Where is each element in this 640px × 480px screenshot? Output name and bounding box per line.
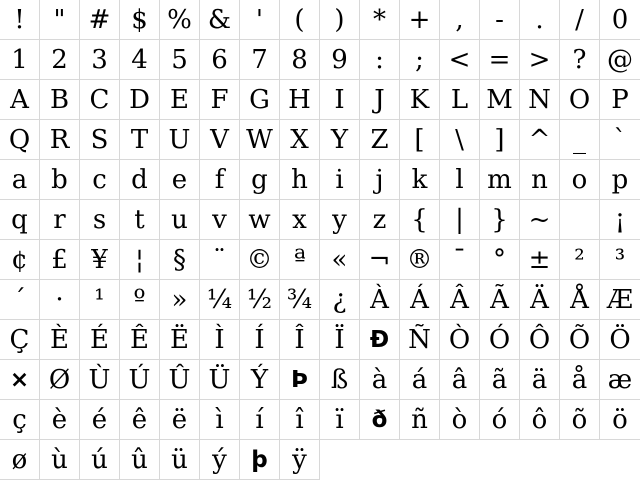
- glyph-cell[interactable]: ¼: [200, 280, 240, 320]
- glyph-cell[interactable]: ø: [0, 440, 40, 480]
- glyph-cell[interactable]: _: [560, 120, 600, 160]
- glyph-cell[interactable]: %: [160, 0, 200, 40]
- glyph-cell[interactable]: Q: [0, 120, 40, 160]
- glyph-cell[interactable]: h: [280, 160, 320, 200]
- glyph-cell[interactable]: ç: [0, 400, 40, 440]
- glyph-cell[interactable]: Ú: [120, 360, 160, 400]
- glyph-cell[interactable]: b: [40, 160, 80, 200]
- charmap-row: [0, 240, 640, 280]
- glyph-cell[interactable]: K: [400, 80, 440, 120]
- glyph-cell[interactable]: Ë: [160, 320, 200, 360]
- charmap-row: [0, 120, 640, 160]
- glyph-cell[interactable]: ×: [0, 360, 40, 400]
- charmap-row: [0, 160, 640, 200]
- glyph-cell[interactable]: å: [560, 360, 600, 400]
- glyph-cell[interactable]: C: [80, 80, 120, 120]
- glyph-cell[interactable]: *: [360, 0, 400, 40]
- glyph-cell[interactable]: ²: [560, 240, 600, 280]
- glyph-cell[interactable]: y: [320, 200, 360, 240]
- glyph-cell[interactable]: é: [80, 400, 120, 440]
- glyph-cell[interactable]: 6: [200, 40, 240, 80]
- glyph-cell[interactable]: T: [120, 120, 160, 160]
- glyph-cell[interactable]: È: [40, 320, 80, 360]
- glyph-cell[interactable]: õ: [560, 400, 600, 440]
- glyph-cell[interactable]: .: [520, 0, 560, 40]
- glyph-cell[interactable]: Æ: [600, 280, 640, 320]
- glyph-cell[interactable]: ": [40, 0, 80, 40]
- glyph-cell[interactable]: !: [0, 0, 40, 40]
- glyph-cell[interactable]: A: [0, 80, 40, 120]
- glyph-cell[interactable]: £: [40, 240, 80, 280]
- glyph-cell[interactable]: ü: [160, 440, 200, 480]
- glyph-cell[interactable]: (: [280, 0, 320, 40]
- glyph-cell[interactable]: s: [80, 200, 120, 240]
- glyph-cell[interactable]: f: [200, 160, 240, 200]
- glyph-cell[interactable]: Ô: [520, 320, 560, 360]
- glyph-cell[interactable]: q: [0, 200, 40, 240]
- glyph-cell[interactable]: Ê: [120, 320, 160, 360]
- glyph-cell[interactable]: è: [40, 400, 80, 440]
- glyph-cell[interactable]: M: [480, 80, 520, 120]
- glyph-cell[interactable]: 5: [160, 40, 200, 80]
- glyph-cell[interactable]: ±: [520, 240, 560, 280]
- glyph-cell[interactable]: à: [360, 360, 400, 400]
- glyph-cell[interactable]: 0: [600, 0, 640, 40]
- empty-area: [360, 440, 400, 480]
- glyph-cell[interactable]: ù: [40, 440, 80, 480]
- glyph-cell-blank[interactable]: [560, 200, 600, 240]
- glyph-cell[interactable]: U: [160, 120, 200, 160]
- glyph-cell[interactable]: Õ: [560, 320, 600, 360]
- glyph-cell[interactable]: \: [440, 120, 480, 160]
- charmap-row: [0, 360, 640, 400]
- charmap-row: [0, 280, 640, 320]
- glyph-cell[interactable]: N: [520, 80, 560, 120]
- glyph-cell[interactable]: ¾: [280, 280, 320, 320]
- glyph-cell[interactable]: r: [40, 200, 80, 240]
- glyph-cell[interactable]: u: [160, 200, 200, 240]
- glyph-cell[interactable]: 9: [320, 40, 360, 80]
- glyph-cell[interactable]: >: [520, 40, 560, 80]
- glyph-cell[interactable]: ½: [240, 280, 280, 320]
- glyph-cell[interactable]: x: [280, 200, 320, 240]
- glyph-cell[interactable]: X: [280, 120, 320, 160]
- glyph-cell[interactable]: Ø: [40, 360, 80, 400]
- glyph-cell[interactable]: B: [40, 80, 80, 120]
- glyph-cell[interactable]: ¬: [360, 240, 400, 280]
- glyph-cell[interactable]: ': [240, 0, 280, 40]
- glyph-cell[interactable]: ¯: [440, 240, 480, 280]
- glyph-cell[interactable]: j: [360, 160, 400, 200]
- glyph-cell[interactable]: S: [80, 120, 120, 160]
- glyph-cell[interactable]: k: [400, 160, 440, 200]
- glyph-cell[interactable]: í: [240, 400, 280, 440]
- glyph-cell[interactable]: ð: [360, 400, 400, 440]
- glyph-cell[interactable]: +: [400, 0, 440, 40]
- glyph-cell[interactable]: 8: [280, 40, 320, 80]
- glyph-cell[interactable]: Í: [240, 320, 280, 360]
- glyph-cell[interactable]: p: [600, 160, 640, 200]
- glyph-cell[interactable]: F: [200, 80, 240, 120]
- glyph-cell[interactable]: ä: [520, 360, 560, 400]
- glyph-cell[interactable]: [: [400, 120, 440, 160]
- charmap-row: [0, 80, 640, 120]
- glyph-cell[interactable]: Ý: [240, 360, 280, 400]
- glyph-cell[interactable]: ú: [80, 440, 120, 480]
- glyph-cell[interactable]: ö: [600, 400, 640, 440]
- charmap-row: [0, 320, 640, 360]
- glyph-cell[interactable]: Â: [440, 280, 480, 320]
- glyph-cell[interactable]: É: [80, 320, 120, 360]
- glyph-cell[interactable]: ·: [40, 280, 80, 320]
- glyph-cell[interactable]: Þ: [280, 360, 320, 400]
- glyph-cell[interactable]: Ä: [520, 280, 560, 320]
- glyph-cell[interactable]: 7: [240, 40, 280, 80]
- glyph-cell[interactable]: o: [560, 160, 600, 200]
- glyph-cell[interactable]: º: [120, 280, 160, 320]
- glyph-cell[interactable]: ã: [480, 360, 520, 400]
- glyph-cell[interactable]: t: [120, 200, 160, 240]
- glyph-cell[interactable]: c: [80, 160, 120, 200]
- glyph-cell[interactable]: n: [520, 160, 560, 200]
- glyph-cell[interactable]: À: [360, 280, 400, 320]
- glyph-cell[interactable]: ß: [320, 360, 360, 400]
- glyph-cell[interactable]: ]: [480, 120, 520, 160]
- glyph-cell[interactable]: ¨: [200, 240, 240, 280]
- glyph-cell[interactable]: Ñ: [400, 320, 440, 360]
- glyph-cell[interactable]: {: [400, 200, 440, 240]
- glyph-cell[interactable]: Ì: [200, 320, 240, 360]
- glyph-cell[interactable]: á: [400, 360, 440, 400]
- glyph-cell[interactable]: w: [240, 200, 280, 240]
- glyph-cell[interactable]: a: [0, 160, 40, 200]
- glyph-cell[interactable]: û: [120, 440, 160, 480]
- glyph-cell[interactable]: â: [440, 360, 480, 400]
- glyph-cell[interactable]: ?: [560, 40, 600, 80]
- glyph-cell[interactable]: ¢: [0, 240, 40, 280]
- glyph-cell[interactable]: ¦: [120, 240, 160, 280]
- glyph-cell[interactable]: Z: [360, 120, 400, 160]
- glyph-cell[interactable]: ¿: [320, 280, 360, 320]
- glyph-cell[interactable]: Î: [280, 320, 320, 360]
- glyph-cell[interactable]: Ù: [80, 360, 120, 400]
- glyph-cell[interactable]: ~: [520, 200, 560, 240]
- glyph-cell[interactable]: W: [240, 120, 280, 160]
- glyph-cell[interactable]: ê: [120, 400, 160, 440]
- glyph-cell[interactable]: P: [600, 80, 640, 120]
- empty-area: [440, 440, 480, 480]
- glyph-cell[interactable]: Ð: [360, 320, 400, 360]
- glyph-cell[interactable]: #: [80, 0, 120, 40]
- empty-area: [560, 440, 600, 480]
- glyph-cell[interactable]: v: [200, 200, 240, 240]
- glyph-cell[interactable]: I: [320, 80, 360, 120]
- glyph-cell[interactable]: Y: [320, 120, 360, 160]
- empty-area: [600, 440, 640, 480]
- glyph-cell[interactable]: Ü: [200, 360, 240, 400]
- glyph-cell[interactable]: §: [160, 240, 200, 280]
- glyph-cell[interactable]: ©: [240, 240, 280, 280]
- glyph-cell[interactable]: Á: [400, 280, 440, 320]
- glyph-cell[interactable]: =: [480, 40, 520, 80]
- glyph-cell[interactable]: L: [440, 80, 480, 120]
- glyph-cell[interactable]: $: [120, 0, 160, 40]
- glyph-cell[interactable]: m: [480, 160, 520, 200]
- glyph-cell[interactable]: z: [360, 200, 400, 240]
- glyph-cell[interactable]: ¹: [80, 280, 120, 320]
- empty-area: [320, 440, 360, 480]
- glyph-cell[interactable]: î: [280, 400, 320, 440]
- glyph-cell[interactable]: e: [160, 160, 200, 200]
- glyph-cell[interactable]: °: [480, 240, 520, 280]
- glyph-cell[interactable]: Ò: [440, 320, 480, 360]
- glyph-cell[interactable]: H: [280, 80, 320, 120]
- glyph-cell[interactable]: J: [360, 80, 400, 120]
- glyph-cell[interactable]: 1: [0, 40, 40, 80]
- empty-area: [520, 440, 560, 480]
- glyph-cell[interactable]: 4: [120, 40, 160, 80]
- glyph-cell[interactable]: E: [160, 80, 200, 120]
- glyph-cell[interactable]: G: [240, 80, 280, 120]
- glyph-cell[interactable]: ®: [400, 240, 440, 280]
- glyph-cell[interactable]: ý: [200, 440, 240, 480]
- glyph-cell[interactable]: i: [320, 160, 360, 200]
- glyph-cell[interactable]: :: [360, 40, 400, 80]
- glyph-cell[interactable]: 2: [40, 40, 80, 80]
- glyph-cell[interactable]: g: [240, 160, 280, 200]
- glyph-cell[interactable]: /: [560, 0, 600, 40]
- glyph-cell[interactable]: }: [480, 200, 520, 240]
- glyph-cell[interactable]: &: [200, 0, 240, 40]
- glyph-cell[interactable]: -: [480, 0, 520, 40]
- glyph-cell[interactable]: «: [320, 240, 360, 280]
- glyph-cell[interactable]: ,: [440, 0, 480, 40]
- glyph-cell[interactable]: Å: [560, 280, 600, 320]
- glyph-cell[interactable]: l: [440, 160, 480, 200]
- glyph-cell[interactable]: ï: [320, 400, 360, 440]
- glyph-cell[interactable]: |: [440, 200, 480, 240]
- charmap-row: [0, 40, 640, 80]
- glyph-cell[interactable]: V: [200, 120, 240, 160]
- empty-area: [480, 440, 520, 480]
- charmap-row: [0, 440, 640, 480]
- glyph-cell[interactable]: þ: [240, 440, 280, 480]
- glyph-cell[interactable]: ³: [600, 240, 640, 280]
- glyph-cell[interactable]: Û: [160, 360, 200, 400]
- glyph-cell[interactable]: <: [440, 40, 480, 80]
- charmap-row: [0, 400, 640, 440]
- glyph-cell[interactable]: Ó: [480, 320, 520, 360]
- glyph-cell[interactable]: Ö: [600, 320, 640, 360]
- glyph-cell[interactable]: ë: [160, 400, 200, 440]
- glyph-cell[interactable]: æ: [600, 360, 640, 400]
- glyph-cell[interactable]: ;: [400, 40, 440, 80]
- glyph-cell[interactable]: Ã: [480, 280, 520, 320]
- charmap-row: [0, 200, 640, 240]
- glyph-cell[interactable]: ÿ: [280, 440, 320, 480]
- glyph-cell[interactable]: ^: [520, 120, 560, 160]
- glyph-cell[interactable]: ì: [200, 400, 240, 440]
- glyph-cell[interactable]: »: [160, 280, 200, 320]
- glyph-cell[interactable]: d: [120, 160, 160, 200]
- glyph-cell[interactable]: @: [600, 40, 640, 80]
- glyph-cell[interactable]: Ç: [0, 320, 40, 360]
- glyph-cell[interactable]: 3: [80, 40, 120, 80]
- glyph-cell[interactable]: ): [320, 0, 360, 40]
- empty-area: [400, 440, 440, 480]
- glyph-cell[interactable]: ª: [280, 240, 320, 280]
- glyph-cell[interactable]: D: [120, 80, 160, 120]
- glyph-cell[interactable]: Ï: [320, 320, 360, 360]
- glyph-cell[interactable]: ¥: [80, 240, 120, 280]
- glyph-cell[interactable]: ¡: [600, 200, 640, 240]
- glyph-cell[interactable]: ñ: [400, 400, 440, 440]
- charmap-row: [0, 0, 640, 40]
- glyph-cell[interactable]: ô: [520, 400, 560, 440]
- glyph-cell[interactable]: R: [40, 120, 80, 160]
- glyph-cell[interactable]: ó: [480, 400, 520, 440]
- glyph-cell[interactable]: ´: [0, 280, 40, 320]
- glyph-cell[interactable]: `: [600, 120, 640, 160]
- glyph-cell[interactable]: ò: [440, 400, 480, 440]
- glyph-cell[interactable]: O: [560, 80, 600, 120]
